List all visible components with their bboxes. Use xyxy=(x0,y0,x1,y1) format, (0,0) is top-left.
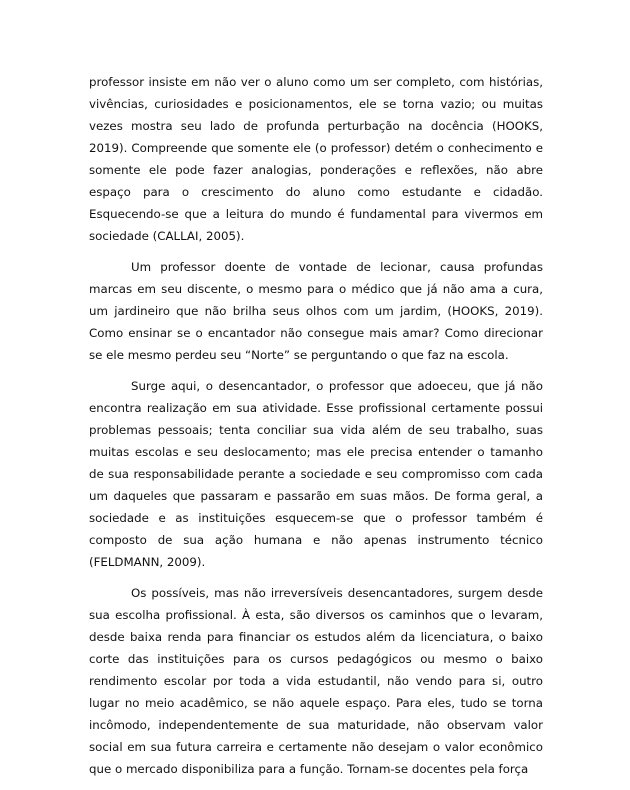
paragraph-disenchanter: Surge aqui, o desencantador, o professor que adoeceu, que já não encontra realização em sua atividade. Esse profissional certamente possui problemas pessoais; tenta conciliar sua vida além de seu trabalho, suas muitas escolas e seu deslocamento; mas ele precisa entender o tamanho de sua responsabilidade perante a sociedade e seu compromisso com cada um daqueles que passaram e passarão em suas mãos. De forma geral, a sociedade e as instituições esquecem-se que o professor também é composto de sua ação humana e não apenas instrumento técnico (FELDMANN, 2009). xyxy=(89,379,543,569)
paragraph-possible-disenchanters: Os possíveis, mas não irreversíveis desencantadores, surgem desde sua escolha profissional. À esta, são diversos os caminhos que o levaram, desde baixa renda para financiar os estudos além da licenciatura, o baixo corte das instituições para os cursos pedagógicos ou mesmo o baixo rendimento escolar por toda a vida estudantil, não vendo para si, outro lugar no meio acadêmico, se não aquele espaço. Para eles, tudo se torna incômodo, independentemente de sua maturidade, não observam valor social em sua futura carreira e certamente não desejam o valor econômico que o mercado disponibiliza para a função. Tornam-se docentes pela força xyxy=(89,586,543,776)
document-body xyxy=(89,71,543,789)
paragraph-continuation: professor insiste em não ver o aluno como um ser completo, com histórias, vivências, curiosidades e posicionamentos, ele se torna vazio; ou muitas vezes mostra seu lado de profunda perturbação na docência (HOOKS, 2019). Compreende que somente ele (o professor) detém o conhecimento e somente ele pode fazer analogias, ponderações e reflexões, não abre espaço para o crescimento do aluno como estudante e cidadão. Esquecendo-se que a leitura do mundo é fundamental para vivermos em sociedade (CALLAI, 2005). xyxy=(89,75,543,243)
paragraph-sick-teacher: Um professor doente de vontade de lecionar, causa profundas marcas em seu discente, o mesmo para o médico que já não ama a cura, um jardineiro que não brilha seus olhos com um jardim, (HOOKS, 2019). Como ensinar se o encantador não consegue mais amar? Como direcionar se ele mesmo perdeu seu “Norte” se perguntando o que faz na escola. xyxy=(89,260,543,362)
